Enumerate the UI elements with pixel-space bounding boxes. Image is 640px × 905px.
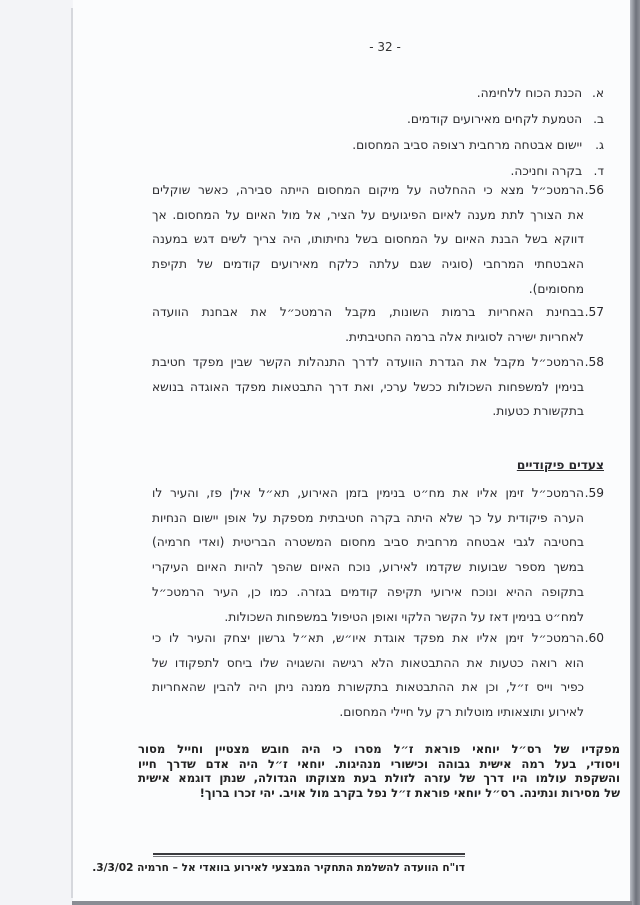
paragraph-number: 57. xyxy=(584,305,604,319)
sublist-mark: א. xyxy=(591,86,604,100)
paragraph-line: הרמטכ״ל זימן אליו את מפקד אוגדת איו״ש, תא״ל גרשון יצחק והעיר לו כי xyxy=(152,631,584,645)
scan-shadow-bottom xyxy=(72,901,632,905)
paragraph-line: הוא רואה כטעות את ההתבטאות הלא רגישה והשגויה שלו ביחס לתפקודו של xyxy=(152,655,584,670)
paragraph-number: 56. xyxy=(584,183,604,197)
paragraph-line: הערה פיקודית על כך שלא היתה בקרה חטיבתית מספקת על אופן יישום הנחיות xyxy=(152,510,584,525)
memorial-line: והשקפת עולמו היו דרך של עזרה לזולת בעת מצוקתו הגדולה, שנתן דוגמא אישית xyxy=(138,771,620,786)
paragraph-59 xyxy=(152,481,604,629)
paragraph-line: בתקשורת כטעות. xyxy=(492,404,584,419)
memorial-line: ויסודי, בעל רמה אישית גבוהה וכישורי מנהיגות. יוחאי ז״ל היה אדם שדרך חייו xyxy=(138,756,620,771)
sublist-mark: ב. xyxy=(593,112,604,126)
paragraph-line: לאירוע ותוצאותיו מוטלות רק על חיילי המחסום. xyxy=(339,705,584,720)
sublist-mark: ד. xyxy=(593,164,604,178)
paragraph-line: במשך מספר שבועות שקדמו לאירוע, נוכח האיום שהפך להיות האיום העיקרי xyxy=(152,560,584,575)
paragraph-line: הרמטכ״ל זימן אליו את מח״ט בנימין בזמן האירוע, תא״ל אילן פז, והעיר לו xyxy=(152,486,584,500)
scan-shadow-right xyxy=(630,0,640,905)
paragraph-line: בנימין למשפחות השכולות ככשל ערכי, ואת דרך התבטאות מפקד האוגדה בנושא xyxy=(152,379,584,394)
sublist-text: הכנת הכוח ללחימה. xyxy=(476,86,583,100)
footer-text: דו"ח הוועדה להשלמת התחקיר המבצעי לאירוע בוואדי אל – חרמיה 3/3/02. xyxy=(92,862,465,874)
sublist-mark: ג. xyxy=(595,138,604,152)
paragraph-number: 60. xyxy=(584,631,604,645)
memorial-note xyxy=(138,742,620,800)
footer-rule xyxy=(153,853,465,857)
paragraph-line: את הצורך לתת מענה לאיום הפיגועים על הציר, אל מול האיום על המחסום. אך xyxy=(152,207,584,222)
memorial-line: של מסירות ונתינה. רס״ל יוחאי פוראת ז״ל נפל בקרב מול אויב. יהי זכרו ברוך! xyxy=(199,785,620,800)
paragraph-line: בתקופה ההיא ונוכח אירועי תקיפה קודמים בגזרה. כמו כן, העיר הרמטכ״ל xyxy=(152,584,584,599)
paragraph-line: למח״ט בנימין דאז על הקשר הלקוי ואופן הטיפול במשפחות השכולות. xyxy=(224,609,584,624)
paragraph-number: 58. xyxy=(584,355,604,369)
page-number: - 32 - xyxy=(369,40,401,54)
paragraph-58 xyxy=(152,350,604,424)
paragraph-57 xyxy=(152,300,604,349)
paragraph-line: בבחינת האחריות ברמות השונות, מקבל הרמטכ״ל את אבחנת הוועדה xyxy=(152,305,584,319)
sublist-text: הטמעת לקחים מאירועים קודמים. xyxy=(406,112,583,126)
sublist-text: בקרה וחניכה. xyxy=(510,164,583,178)
paragraph-line: מחסומים). xyxy=(528,281,584,296)
paragraph-line: הרמטכ״ל מצא כי ההחלטה על מיקום המחסום הייתה סבירה, כאשר שוקלים xyxy=(152,183,584,197)
sublist xyxy=(352,80,604,184)
sublist-item xyxy=(352,106,604,132)
paragraph-56 xyxy=(152,178,604,302)
memorial-line: מפקדיו של רס״ל יוחאי פוראת ז״ל מסרו כי היה חובש מצטיין וחייל מסור xyxy=(138,742,620,756)
paragraph-line: בחטיבה לגבי אבטחה מרחבית סביב מחסום המשטרה הבריטית (ואדי חרמיה) xyxy=(152,535,584,550)
paragraph-line: דווקא בשל הבנת האיום על המחסום בשל נחיתותו, היה צריך לשים דגש במענה xyxy=(152,232,584,247)
section-heading: צעדים פיקודיים xyxy=(516,458,604,472)
paragraph-line: כפיר וייס ז״ל, וכן את ההתבטאות בתקשורת ממנה ניתן היה להבין שהאחריות xyxy=(152,680,584,695)
paragraph-60 xyxy=(152,626,604,725)
sublist-item xyxy=(352,132,604,158)
scan-margin-left xyxy=(0,0,72,905)
paragraph-line: הרמטכ״ל מקבל את הגדרת הוועדה לדרך התנהלות הקשר שבין מפקד חטיבת xyxy=(152,355,584,369)
paragraph-line: האבטחתי המרחבי (סוגיה שגם עלתה כלקח מאירועים קודמים של תקיפת xyxy=(152,257,584,272)
paragraph-number: 59. xyxy=(584,486,604,500)
paragraph-line: לאחריות ישירה לסוגיות אלה ברמה החטיבתית. xyxy=(345,329,584,344)
sublist-item xyxy=(352,80,604,106)
sublist-text: יישום אבטחה מרחבית רצופה סביב המחסום. xyxy=(352,138,583,152)
